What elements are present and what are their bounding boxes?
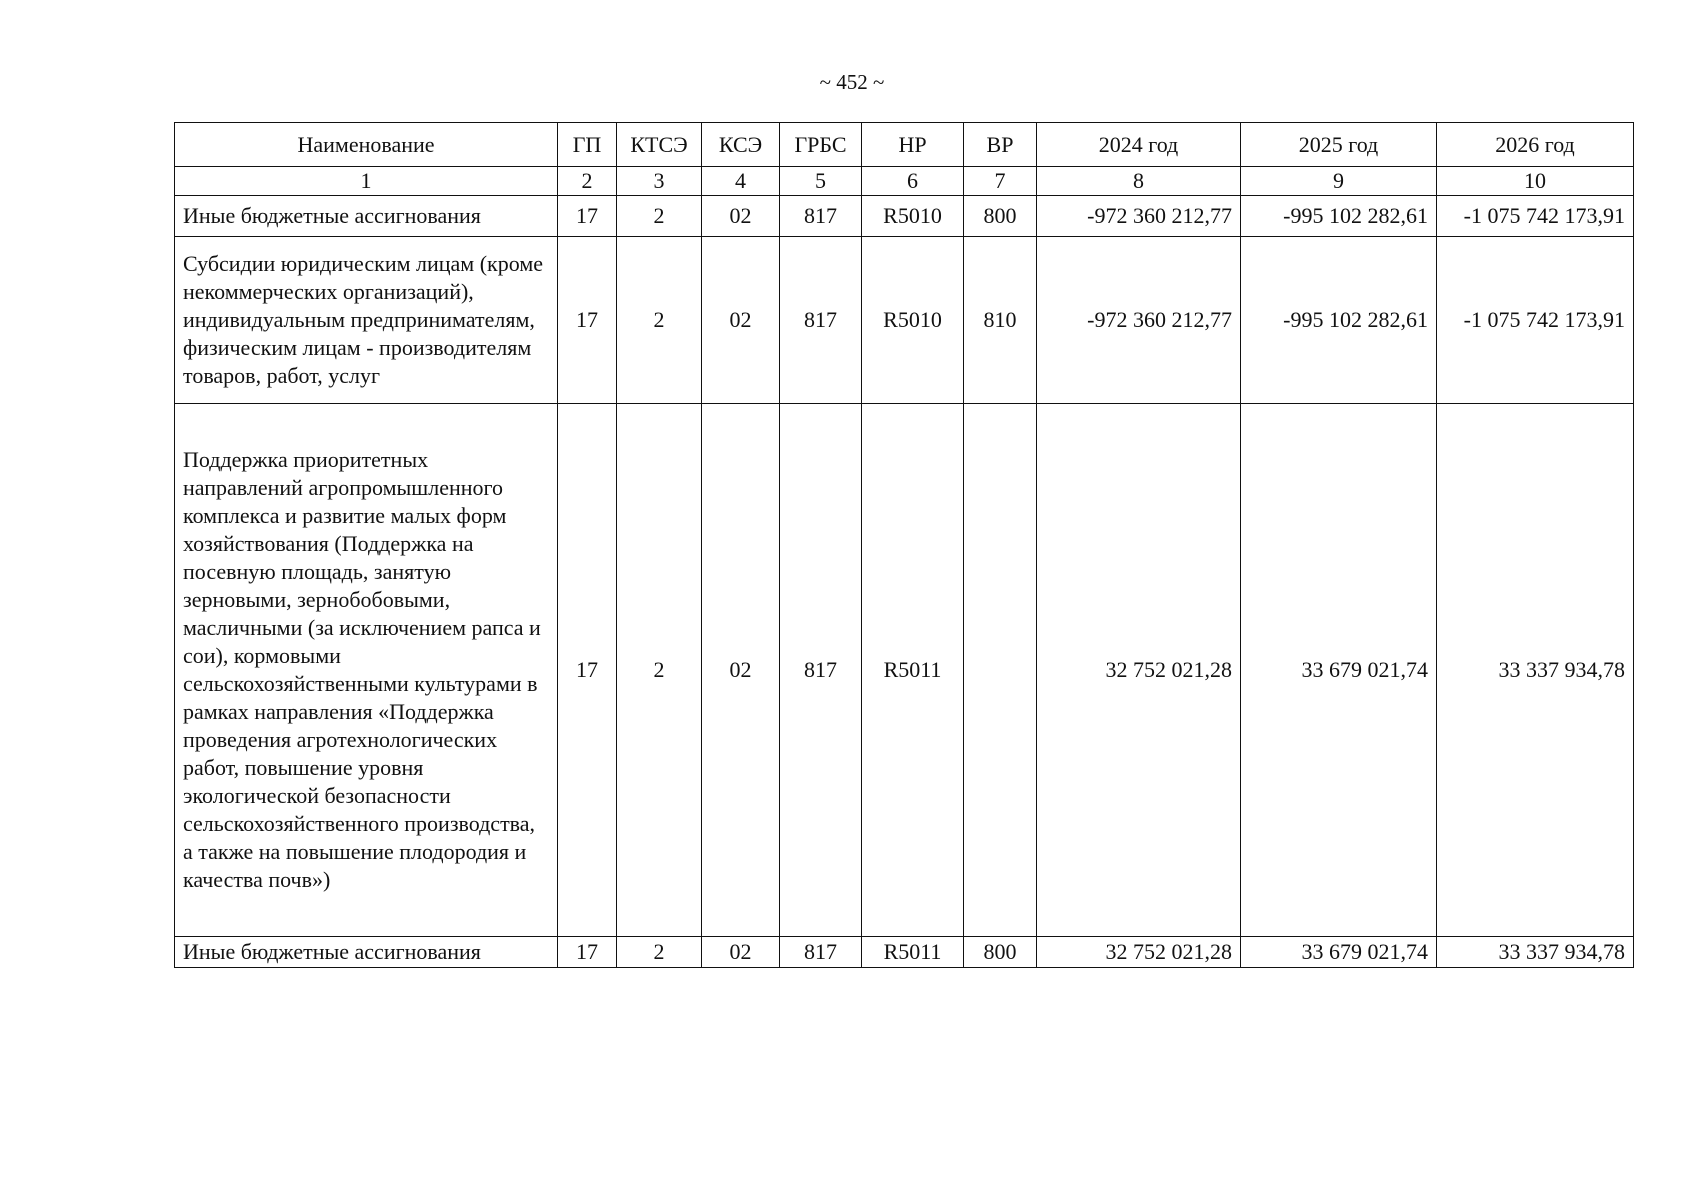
header-ktse: КТСЭ xyxy=(617,123,702,167)
vr-cell: 800 xyxy=(964,196,1037,237)
row-name-cell: Поддержка приоритетных направлений агропромышленного комплекса и развитие малых форм хозяйствования (Поддержка на посевную площадь, занятую зерновыми, зернобобовыми, масличными (за исключением рапса и сои), кормовыми сельскохозяйственными культурами в рамках направления «Поддержка проведения агротехнологических работ, повышение уровня экологической безопасности сельскохозяйственного производства, а также на повышение плодородия и качества почв») xyxy=(175,404,558,937)
amount-2026-cell: 33 337 934,78 xyxy=(1437,404,1634,937)
header-grbs: ГРБС xyxy=(780,123,862,167)
amount-2025-cell: -995 102 282,61 xyxy=(1241,196,1437,237)
amount-2026-cell: -1 075 742 173,91 xyxy=(1437,237,1634,404)
amount-2026-cell: 33 337 934,78 xyxy=(1437,937,1634,968)
vr-cell: 800 xyxy=(964,937,1037,968)
header-name: Наименование xyxy=(175,123,558,167)
kse-cell: 02 xyxy=(702,196,780,237)
header-gp: ГП xyxy=(558,123,617,167)
header-row xyxy=(175,123,1634,167)
row-name-cell: Иные бюджетные ассигнования xyxy=(175,196,558,237)
gp-cell: 17 xyxy=(558,937,617,968)
amount-2025-cell: 33 679 021,74 xyxy=(1241,404,1437,937)
column-number: 4 xyxy=(702,167,780,196)
column-number: 9 xyxy=(1241,167,1437,196)
header-2026: 2026 год xyxy=(1437,123,1634,167)
amount-2024-cell: 32 752 021,28 xyxy=(1037,404,1241,937)
table-row xyxy=(175,237,1634,404)
column-number: 1 xyxy=(175,167,558,196)
amount-2024-cell: -972 360 212,77 xyxy=(1037,196,1241,237)
column-number: 6 xyxy=(862,167,964,196)
vr-cell xyxy=(964,404,1037,937)
vr-cell: 810 xyxy=(964,237,1037,404)
column-number: 10 xyxy=(1437,167,1634,196)
row-name-cell: Иные бюджетные ассигнования xyxy=(175,937,558,968)
amount-2025-cell: 33 679 021,74 xyxy=(1241,937,1437,968)
table-row xyxy=(175,404,1634,937)
row-name-cell: Субсидии юридическим лицам (кроме некоммерческих организаций), индивидуальным предпринимателям, физическим лицам - производителям товаров, работ, услуг xyxy=(175,237,558,404)
gp-cell: 17 xyxy=(558,404,617,937)
column-number: 8 xyxy=(1037,167,1241,196)
column-number-row xyxy=(175,167,1634,196)
header-nr: НР xyxy=(862,123,964,167)
amount-2024-cell: -972 360 212,77 xyxy=(1037,237,1241,404)
amount-2025-cell: -995 102 282,61 xyxy=(1241,237,1437,404)
header-2024: 2024 год xyxy=(1037,123,1241,167)
ktse-cell: 2 xyxy=(617,237,702,404)
kse-cell: 02 xyxy=(702,937,780,968)
table-row xyxy=(175,196,1634,237)
header-kse: КСЭ xyxy=(702,123,780,167)
ktse-cell: 2 xyxy=(617,404,702,937)
grbs-cell: 817 xyxy=(780,404,862,937)
column-number: 5 xyxy=(780,167,862,196)
grbs-cell: 817 xyxy=(780,196,862,237)
table-row xyxy=(175,937,1634,968)
column-number: 7 xyxy=(964,167,1037,196)
column-number: 3 xyxy=(617,167,702,196)
grbs-cell: 817 xyxy=(780,237,862,404)
grbs-cell: 817 xyxy=(780,937,862,968)
ktse-cell: 2 xyxy=(617,196,702,237)
kse-cell: 02 xyxy=(702,404,780,937)
ktse-cell: 2 xyxy=(617,937,702,968)
nr-cell: R5010 xyxy=(862,237,964,404)
amount-2024-cell: 32 752 021,28 xyxy=(1037,937,1241,968)
gp-cell: 17 xyxy=(558,196,617,237)
header-vr: ВР xyxy=(964,123,1037,167)
column-number: 2 xyxy=(558,167,617,196)
budget-table xyxy=(174,122,1634,968)
amount-2026-cell: -1 075 742 173,91 xyxy=(1437,196,1634,237)
nr-cell: R5011 xyxy=(862,404,964,937)
kse-cell: 02 xyxy=(702,237,780,404)
nr-cell: R5010 xyxy=(862,196,964,237)
page-number: ~ 452 ~ xyxy=(819,70,885,94)
header-2025: 2025 год xyxy=(1241,123,1437,167)
nr-cell: R5011 xyxy=(862,937,964,968)
gp-cell: 17 xyxy=(558,237,617,404)
